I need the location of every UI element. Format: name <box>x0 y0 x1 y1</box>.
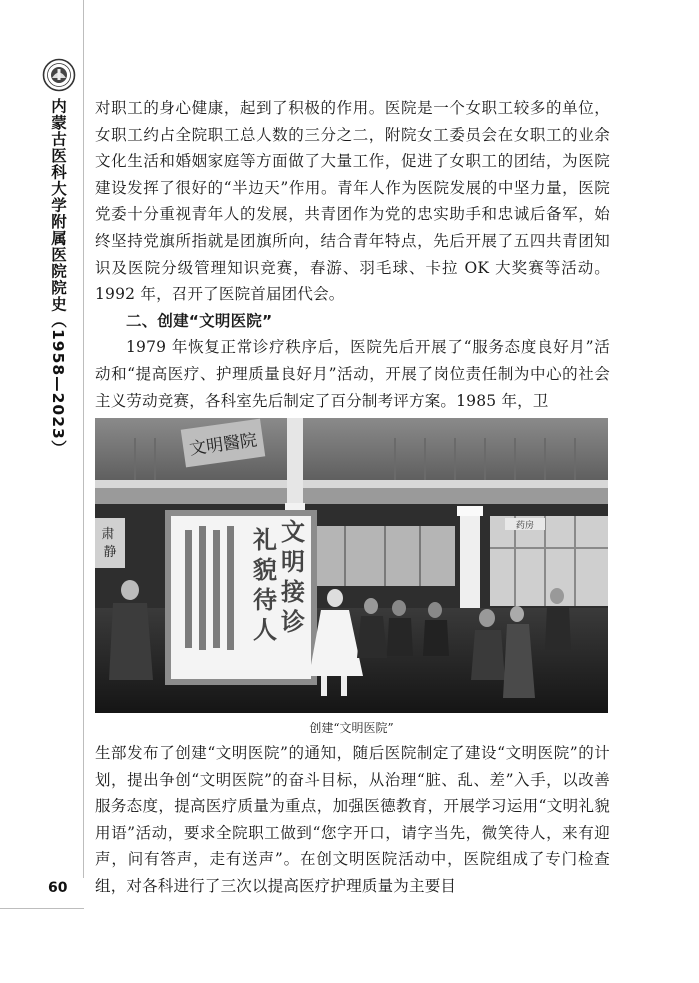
lower-text <box>95 740 610 900</box>
section-heading: 二、创建“文明医院” <box>126 311 273 330</box>
book-title-vertical: 内蒙古医科大学附属医院院史（1958—2023） <box>49 98 67 457</box>
photo-illustration <box>95 418 608 713</box>
side-sign-text: 肃 <box>101 527 115 542</box>
photo-caption: 创建“文明医院” <box>309 721 394 735</box>
paragraph-3: 生部发布了创建“文明医院”的通知，随后医院制定了建设“文明医院”的计划，提出争创“文明医院”的奋斗目标，从治理“脏、乱、差”入手，以改善服务态度，提高医疗质量为重点，加强医德教育，开展学习运用“文明礼貌用语”活动，要求全院职工做到“您字开口，请字当先，微笑待人，来有迎声，问有答声，走有送声”。在创文明医院活动中，医院组成了专门检查组，对各科进行了三次以提高医疗护理质量为主要目 <box>95 744 610 895</box>
university-seal-icon <box>42 58 76 92</box>
paragraph-2: 1979 年恢复正常诊疗秩序后，医院先后开展了“服务态度良好月”活动和“提高医疗、护理质量良好月”活动，开展了岗位责任制为中心的社会主义劳动竞赛，各科室先后制定了百分制考评方案。1985 年，卫 <box>95 338 610 410</box>
page-number: 60 <box>48 880 68 896</box>
footer-rule <box>0 908 84 909</box>
upper-text <box>95 95 610 414</box>
hospital-hall-photo <box>95 418 608 713</box>
side-sign-text: 静 <box>103 545 117 560</box>
hall-sign-text: 文明醫院 <box>188 430 259 460</box>
paragraph-1: 对职工的身心健康，起到了积极的作用。医院是一个女职工较多的单位，女职工约占全院职工总人数的三分之二，附院女工委员会在女职工的业余文化生活和婚姻家庭等方面做了大量工作，促进了女职工的团结，为医院建设发挥了很好的“半边天”作用。青年人作为医院发展的中坚力量，医院党委十分重视青年人的发展，共青团作为党的忠实助手和忠诚后备军，始终坚持党旗所指就是团旗所向，结合青年特点，先后开展了五四共青团知识及医院分级管理知识竞赛，春游、羽毛球、卡拉 OK 大奖赛等活动。1992 年，召开了医院首届团代会。 <box>95 99 610 304</box>
board-text-1: 文明接诊 <box>281 518 305 636</box>
door-sign-text: 药房 <box>515 521 535 531</box>
margin-rule <box>83 0 84 878</box>
board-text-2: 礼貌待人 <box>253 526 277 644</box>
